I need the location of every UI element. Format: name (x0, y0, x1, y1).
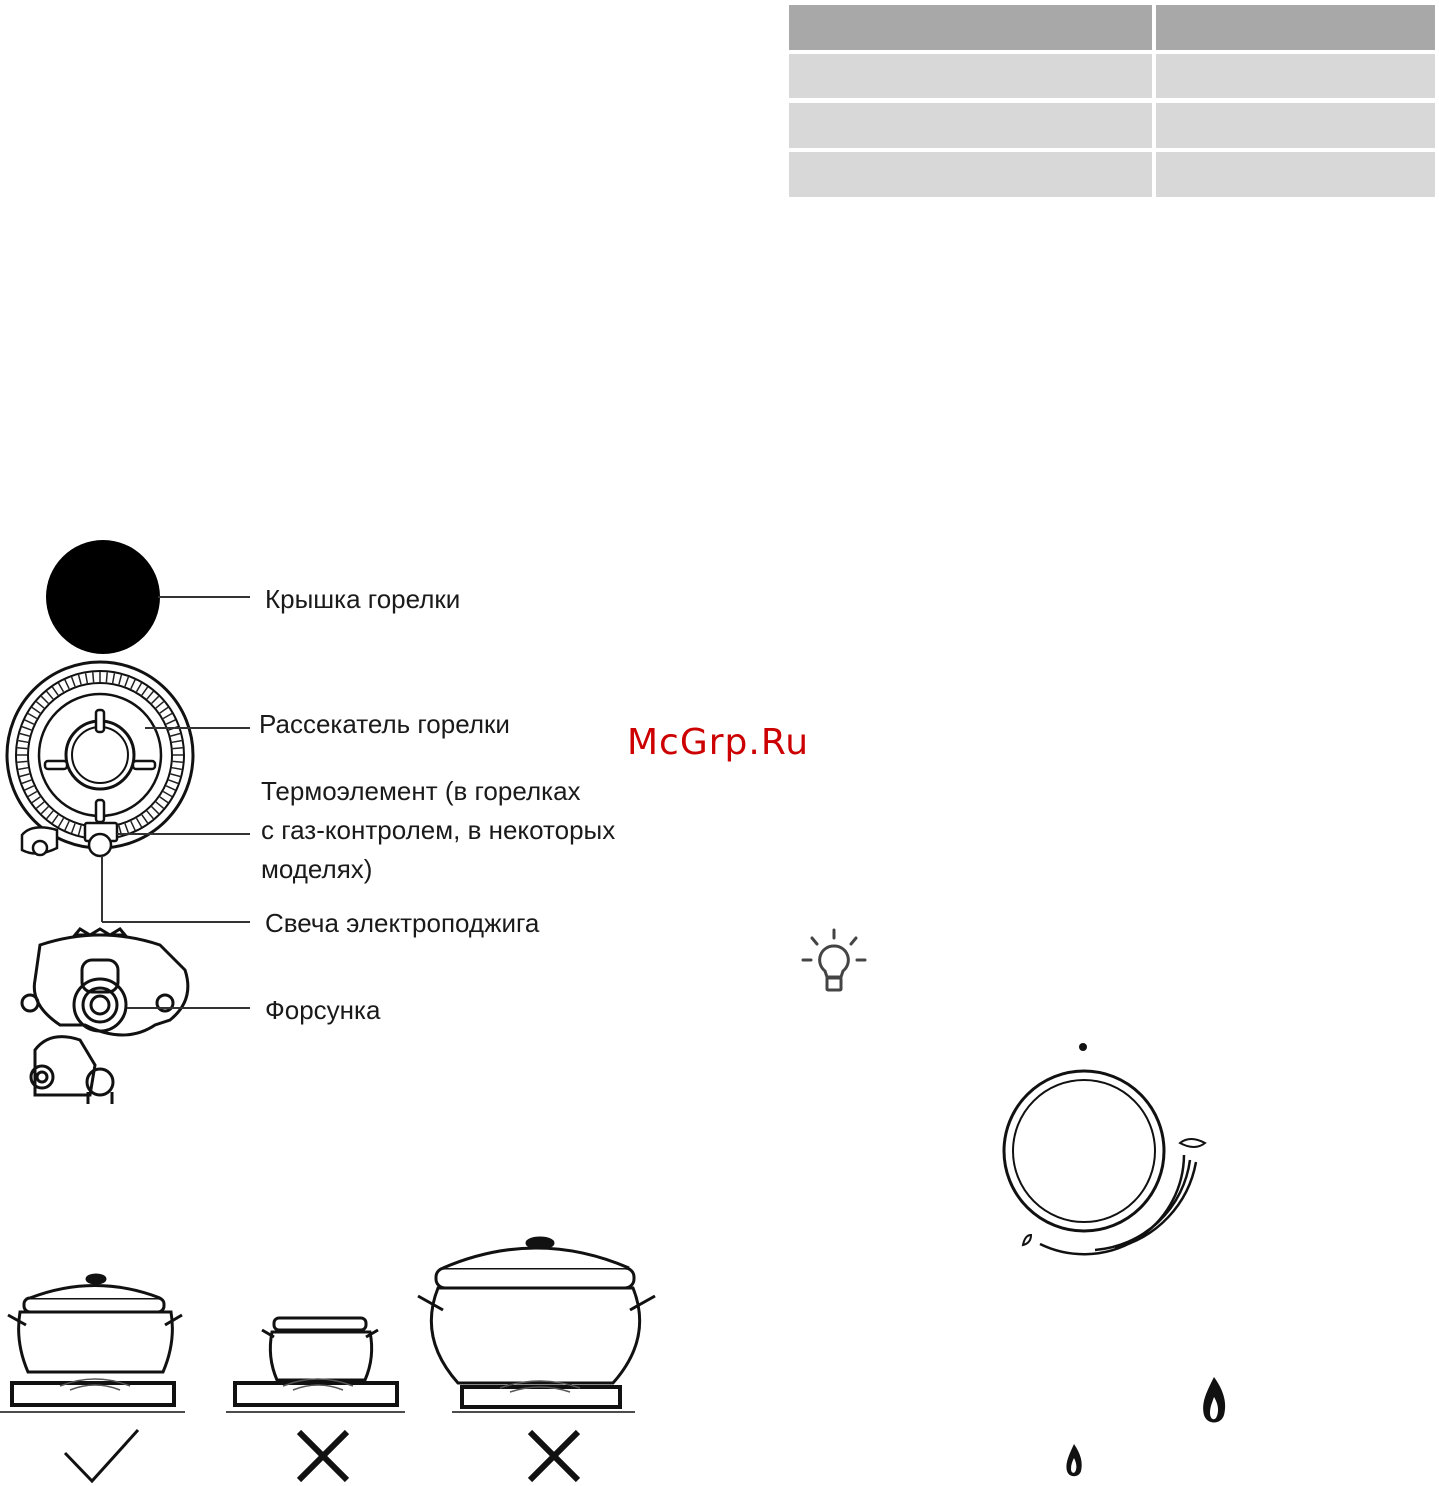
table-row-3-cell-2 (1156, 152, 1435, 197)
spreader-tooth (169, 780, 178, 783)
spreader-tooth (131, 680, 135, 689)
burner-grate-marks (0, 1370, 700, 1410)
spreader-tooth (173, 761, 183, 762)
spreader-tooth (52, 815, 58, 823)
spreader-tooth (22, 780, 31, 783)
table-row-2-cell-1 (789, 103, 1152, 148)
spreader-tooth (142, 687, 148, 695)
spreader-tooth (86, 673, 88, 683)
spreader-tooth (147, 691, 153, 699)
spreader-tooth (125, 824, 128, 833)
spreader-tooth (65, 821, 69, 830)
spreader-tooth (119, 675, 122, 685)
spreader-tooth (25, 786, 34, 790)
spreader-tooth (172, 741, 182, 743)
spreader-tooth (113, 673, 115, 683)
spreader-tooth (22, 727, 31, 730)
thermo-element-shape (22, 823, 117, 856)
label-thermo-line3: моделях) (261, 854, 373, 884)
table-row-3-cell-1 (789, 152, 1152, 197)
large-flame-icon (1200, 1375, 1228, 1429)
spreader-tooth (72, 824, 75, 833)
label-thermo-line2: с газ-контролем, в некоторых (261, 815, 616, 845)
pot-mark-x2-icon (527, 1430, 581, 1482)
spreader-tooth (47, 691, 53, 699)
spreader-tooth (171, 734, 181, 737)
spreader-tooth (131, 821, 135, 830)
spreader-tooth (17, 761, 27, 762)
spreader-tooth (79, 675, 82, 685)
spreader-tooth (166, 720, 175, 724)
spreader-tooth (59, 683, 64, 692)
burner-cap-shape (46, 540, 160, 654)
spreader-tooth (41, 807, 48, 814)
spreader-tooth (20, 774, 30, 777)
spreader-tooth (52, 687, 58, 695)
knob-dial-icon (995, 1038, 1215, 1258)
spreader-tooth (79, 826, 82, 836)
label-burner-spreader: Рассекатель горелки (259, 709, 510, 739)
spreader-tooth (18, 741, 28, 743)
spreader-tooth (125, 677, 128, 686)
spreader-tooth (137, 683, 142, 692)
spreader-tooth (25, 720, 34, 724)
spreader-tooth (32, 707, 40, 713)
label-spark-plug: Свеча электроподжига (265, 908, 540, 938)
label-burner-cap: Крышка горелки (265, 584, 461, 614)
spreader-tooth (156, 702, 164, 708)
spreader-tooth (160, 707, 168, 713)
spreader-tooth (137, 818, 142, 827)
bulb-tip-icon (800, 928, 868, 994)
spreader-tooth (20, 734, 30, 737)
spreader-tooth (18, 768, 28, 770)
table-header-cell-2 (1156, 5, 1435, 50)
pot-mark-check-icon (62, 1428, 142, 1486)
spreader-tooth (166, 786, 175, 790)
watermark: McGrp.Ru (627, 722, 810, 763)
spreader-tooth (172, 768, 182, 770)
table-header-cell-1 (789, 5, 1152, 50)
spreader-tooth (152, 807, 159, 814)
spreader-tooth (72, 677, 75, 686)
spreader-tooth (142, 815, 148, 823)
spreader-tooth (59, 818, 64, 827)
table-row-2-cell-2 (1156, 103, 1435, 148)
spreader-tooth (147, 811, 153, 819)
spreader-tooth (17, 748, 27, 749)
spreader-tooth (47, 811, 53, 819)
table-row-1-cell-1 (789, 54, 1152, 98)
spreader-tooth (32, 797, 40, 803)
spreader-tooth (163, 792, 172, 797)
spreader-tooth (173, 748, 183, 749)
label-thermo-line1: Термоэлемент (в горелках (261, 776, 581, 806)
pot-mark-x1-icon (296, 1430, 350, 1482)
spreader-tooth (36, 702, 44, 708)
label-nozzle: Форсунка (265, 995, 381, 1025)
spreader-tooth (156, 802, 164, 808)
spreader-tooth (160, 797, 168, 803)
spreader-tooth (163, 714, 172, 719)
nozzle-shape (22, 929, 188, 1104)
spreader-tooth (152, 696, 159, 703)
spreader-tooth (36, 802, 44, 808)
spreader-tooth (41, 696, 48, 703)
spreader-tooth (65, 680, 69, 689)
spreader-tooth (106, 672, 107, 682)
spreader-tooth (93, 672, 94, 682)
spreader-tooth (171, 774, 181, 777)
table-row-1-cell-2 (1156, 54, 1435, 98)
spreader-tooth (28, 714, 37, 719)
spreader-tooth (28, 792, 37, 797)
small-flame-icon (1064, 1443, 1084, 1481)
